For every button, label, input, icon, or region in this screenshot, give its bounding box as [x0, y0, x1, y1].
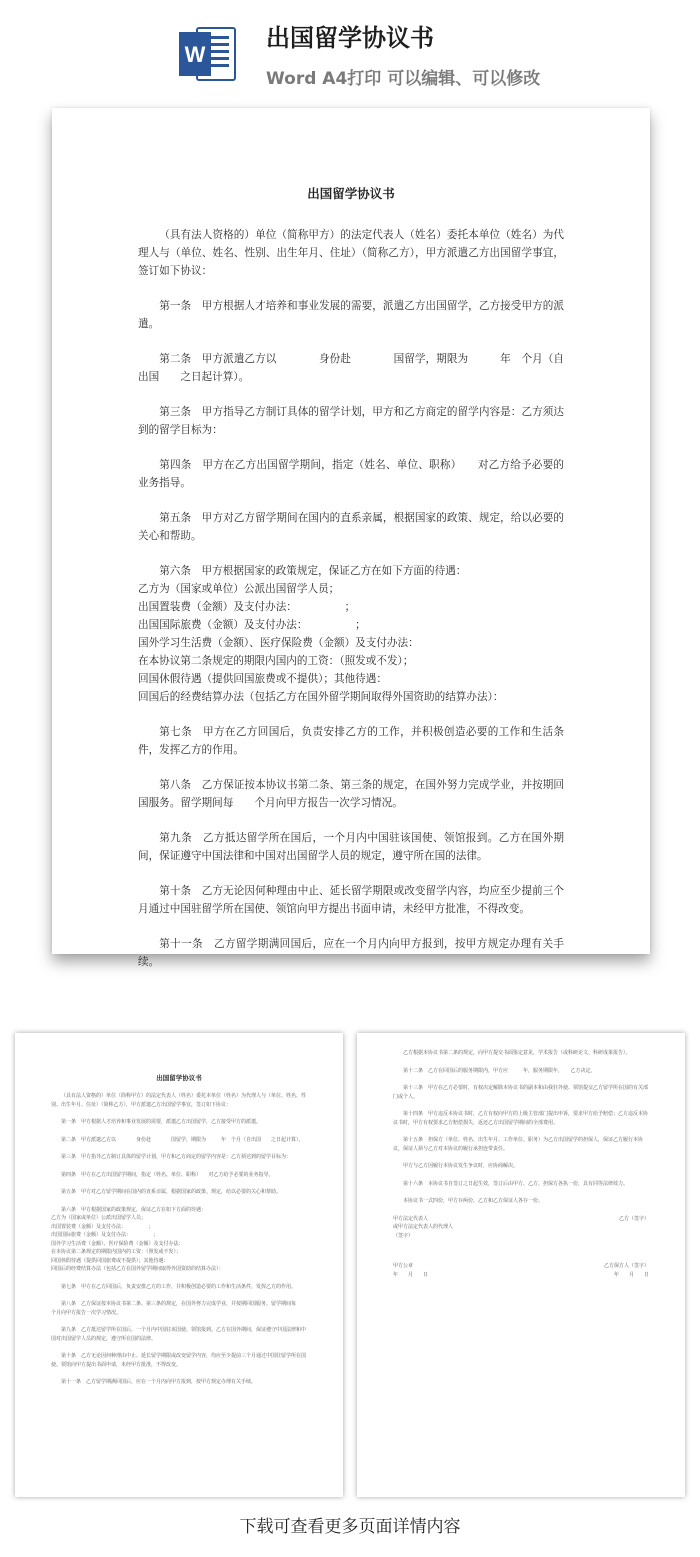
- article-4: 第四条 甲方在乙方出国留学期间，指定（姓名、单位、职称） 对乙方给予必要的业务指导。: [138, 459, 564, 489]
- article-8: 第八条 乙方保证按本协议书第二条、第三条的规定，在国外努力完成学业，并按期回国服务。留学期间每 个月向甲方报告一次学习情况。: [138, 779, 564, 809]
- thumb-article-6-item: 回国后的经费结算办法（包括乙方在国外留学期间取得外国资助的结算办法）：: [51, 1266, 224, 1272]
- party-b-date: 年 月 日: [613, 1271, 649, 1278]
- thumb-article-9: 第九条 乙方抵达留学所在国后，一个月内中国驻该国使、领馆报到。乙方在国外期间，保证遵守中国法律和中国对出国留学人员的规定，遵守所在国的法律。: [51, 1327, 307, 1342]
- main-page-preview: [52, 108, 650, 968]
- thumb-article-16: 第十六条 本协议书自签订之日起生效，签订后由甲方、乙方、担保方各执一份，具有同等法律效力。: [403, 1180, 629, 1187]
- thumb-article-5: 第五条 甲方对乙方留学期间在国内的直系亲属，根据国家的政策、规定，给以必要的关心和帮助。: [61, 1189, 282, 1195]
- party-b-signature: 乙方（签字）: [618, 1215, 649, 1222]
- thumb-intro: （具有法人资格的）单位（简称甲方）的法定代表人（姓名）委托本单位（姓名）为代理人与（单位、姓名、性别、出生年月、住址）（简称乙方），甲方派遣乙方出国留学事宜，签订如下协议：: [51, 1093, 307, 1108]
- article-3: 第三条 甲方指导乙方制订具体的留学计划，甲方和乙方商定的留学内容是：乙方须达到的留学目标为：: [138, 406, 564, 436]
- article-6-item: 出国置装费（金额）及支付办法： ；: [138, 601, 356, 613]
- thumb-article-1: 第一条 甲方根据人才培养和事业发展的需要，派遣乙方出国留学，乙方接受甲方的派遣。: [61, 1119, 262, 1125]
- thumb-closing: 本协议书一式四份，甲方存两份，乙方和乙方保证人各存一份。: [403, 1198, 544, 1204]
- thumb-article-6-item: 出国国际旅费（金额）及支付办法： ；: [51, 1232, 159, 1238]
- signature-seal-row: [393, 1262, 649, 1271]
- article-9: 第九条 乙方抵达留学所在国后，一个月内中国驻该国使、领馆报到。乙方在国外期间，保证遵守中国法律和中国对出国留学人员的规定，遵守所在国的法律。: [138, 832, 564, 862]
- thumb-article-3: 第三条 甲方指导乙方制订具体的留学计划，甲方和乙方商定的留学内容是：乙方须达到的留学目标为：: [61, 1154, 292, 1160]
- header-subtitle: Word A4打印 可以编辑、可以修改: [266, 69, 541, 89]
- article-6-item: 回国后的经费结算办法（包括乙方在国外留学期间取得外国资助的结算办法）：: [138, 691, 504, 703]
- thumb-article-2: 第二条 甲方派遣乙方以 身份赴 国留学，期限为 年 个月（自出国 之日起计算）。: [61, 1136, 304, 1143]
- article-6-item: 国外学习生活费（金额）、医疗保险费（金额）及支付办法：: [138, 637, 419, 649]
- thumb-article-11: 第十一条 乙方留学期满回国后，应在一个月内向甲方报到，按甲方规定办理有关手续。: [61, 1379, 257, 1385]
- signature-parties-row: [393, 1215, 649, 1241]
- article-5: 第五条 甲方对乙方留学期间在国内的直系亲属，根据国家的政策、规定，给以必要的关心和帮助。: [138, 512, 564, 542]
- download-more-link[interactable]: 下载可查看更多页面详情内容: [239, 1517, 461, 1537]
- thumb-article-11-cont: 乙方根据本协议书第二条的规定，向甲方提交书面鉴定意见，学术报告（或科研论文、科研成果报告）。: [403, 1050, 631, 1056]
- page-2-thumbnail[interactable]: [357, 1033, 685, 1497]
- header-title: 出国留学协议书: [266, 24, 434, 52]
- guarantor-signature: 乙方保方人（签字）: [603, 1263, 649, 1269]
- thumb-article-6-item: 在本协议第二条规定的期限内国内的工资：（照发或不发）；: [51, 1249, 182, 1255]
- thumb-article-6-item: 回国休假待遇（提供回国旅费或不提供）；其他待遇：: [51, 1257, 169, 1264]
- document-header: [0, 0, 700, 100]
- article-10: 第十条 乙方无论因何种理由中止、延长留学期限或改变留学内容，均应至少提前三个月通过中国驻留学所在国使、领馆向甲方提出书面申请，未经甲方批准，不得改变。: [138, 885, 564, 915]
- thumb-article-6-item: 国外学习生活费（金额）、医疗保险费（金额）及支付办法：: [51, 1240, 184, 1247]
- doc-title: 出国留学协议书: [307, 186, 395, 201]
- thumb-article-13: 第十三条 甲方在乙方必要时，有权决定解除本协议书的副本和由我驻外使、领馆提交乙方留学所在国的有关部门或个人。: [393, 1085, 649, 1100]
- thumb-article-15-note: 甲方与乙方因履行本协议发生争议时，应协商解决。: [403, 1163, 519, 1169]
- thumb-article-6-item: 出国置装费（金额）及支付办法： ；: [51, 1223, 154, 1230]
- article-6: 第六条 甲方根据国家的政策规定，保证乙方在如下方面的待遇：: [159, 565, 467, 577]
- thumb-article-6-item: 乙方为（国家或单位）公派出国留学人员；: [51, 1215, 147, 1221]
- thumb-article-10: 第十条 乙方无论因何种理由中止、延长留学期限或改变留学内容，均应至少提前三个月通过中国驻留学所在国使、领馆向甲方提出书面申请，未经甲方批准，不得改变。: [51, 1353, 307, 1368]
- thumb-doc-title: 出国留学协议书: [156, 1074, 202, 1082]
- thumb-article-8: 第八条 乙方保证按本协议书第二条、第三条的规定，在国外努力完成学业，并按期回国服务。留学期间每 个月向甲方报告一次学习情况。: [51, 1301, 307, 1316]
- thumb-article-4: 第四条 甲方在乙方出国留学期间，指定（姓名、单位、职称） 对乙方给予必要的业务指导。: [61, 1171, 274, 1178]
- article-1: 第一条 甲方根据人才培养和事业发展的需要，派遣乙方出国留学，乙方接受甲方的派遣。: [138, 300, 564, 330]
- article-6-item: 乙方为（国家或单位）公派出国留学人员；: [138, 583, 340, 595]
- doc-intro: （具有法人资格的）单位（简称甲方）的法定代表人（姓名）委托本单位（姓名）为代理人与（单位、姓名、性别、出生年月、住址）（简称乙方），甲方派遣乙方出国留学事宜，签订如下协议：: [138, 229, 564, 277]
- article-6-item: 回国休假待遇（提供回国旅费或不提供）；其他待遇：: [138, 673, 387, 685]
- thumb-article-15: 第十五条 担保方（单位、姓名、出生年月、工作单位、职务）为乙方出国留学的担保人，保证乙方履行本协议，保证人须与乙方对本协议的履行承担连带责任。: [393, 1137, 644, 1152]
- article-6-block: [138, 562, 564, 706]
- article-11: 第十一条 乙方留学期满回国后，应在一个月内向甲方报到，按甲方规定办理有关手续。: [138, 938, 564, 968]
- article-2: 第二条 甲方派遣乙方以 身份赴 国留学，期限为 年 个月（自出国 之日起计算）。: [138, 353, 564, 383]
- signature-spacer: [393, 1240, 649, 1262]
- thumb-article-6: 第六条 甲方根据国家的政策规定，保证乙方在如下方面的待遇：: [61, 1206, 207, 1213]
- party-a-date: 年 月 日: [393, 1271, 429, 1278]
- page-1-thumbnail[interactable]: [15, 1033, 343, 1497]
- thumb-article-14: 第十四条 甲方违反本协议书时，乙方有权向甲方的上级主管部门提出申诉，要求甲方给予赔偿；乙方违反本协议书时，甲方有权要求乙方赔偿损失，返还乙方出国留学期间的全部费用。: [393, 1111, 649, 1126]
- article-6-item: 在本协议第二条规定的期限内国内的工资：（照发或不发）；: [138, 655, 414, 667]
- word-icon: [175, 22, 239, 86]
- article-6-item: 出国国际旅费（金额）及支付办法： ；: [138, 619, 366, 631]
- article-7: 第七条 甲方在乙方回国后，负责安排乙方的工作，并积极创造必要的工作和生活条件，发挥乙方的作用。: [138, 726, 564, 756]
- thumb-article-6-block: [51, 1206, 307, 1274]
- thumb-article-7: 第七条 甲方在乙方回国后，负责安排乙方的工作，并积极创造必要的工作和生活条件，发挥乙方的作用。: [61, 1283, 297, 1290]
- signature-date-row: [393, 1271, 649, 1280]
- party-a-seal: 甲方公章: [393, 1263, 414, 1269]
- word-icon-letter: W: [184, 42, 206, 67]
- thumb-article-12: 第十二条 乙方在回国后的服务期限内，甲方应 年，服务期限年， 乙方决定。: [403, 1067, 596, 1074]
- party-a-signature: 甲方法定代表人 或甲方法定代表人的代理人 （签字）: [393, 1215, 454, 1239]
